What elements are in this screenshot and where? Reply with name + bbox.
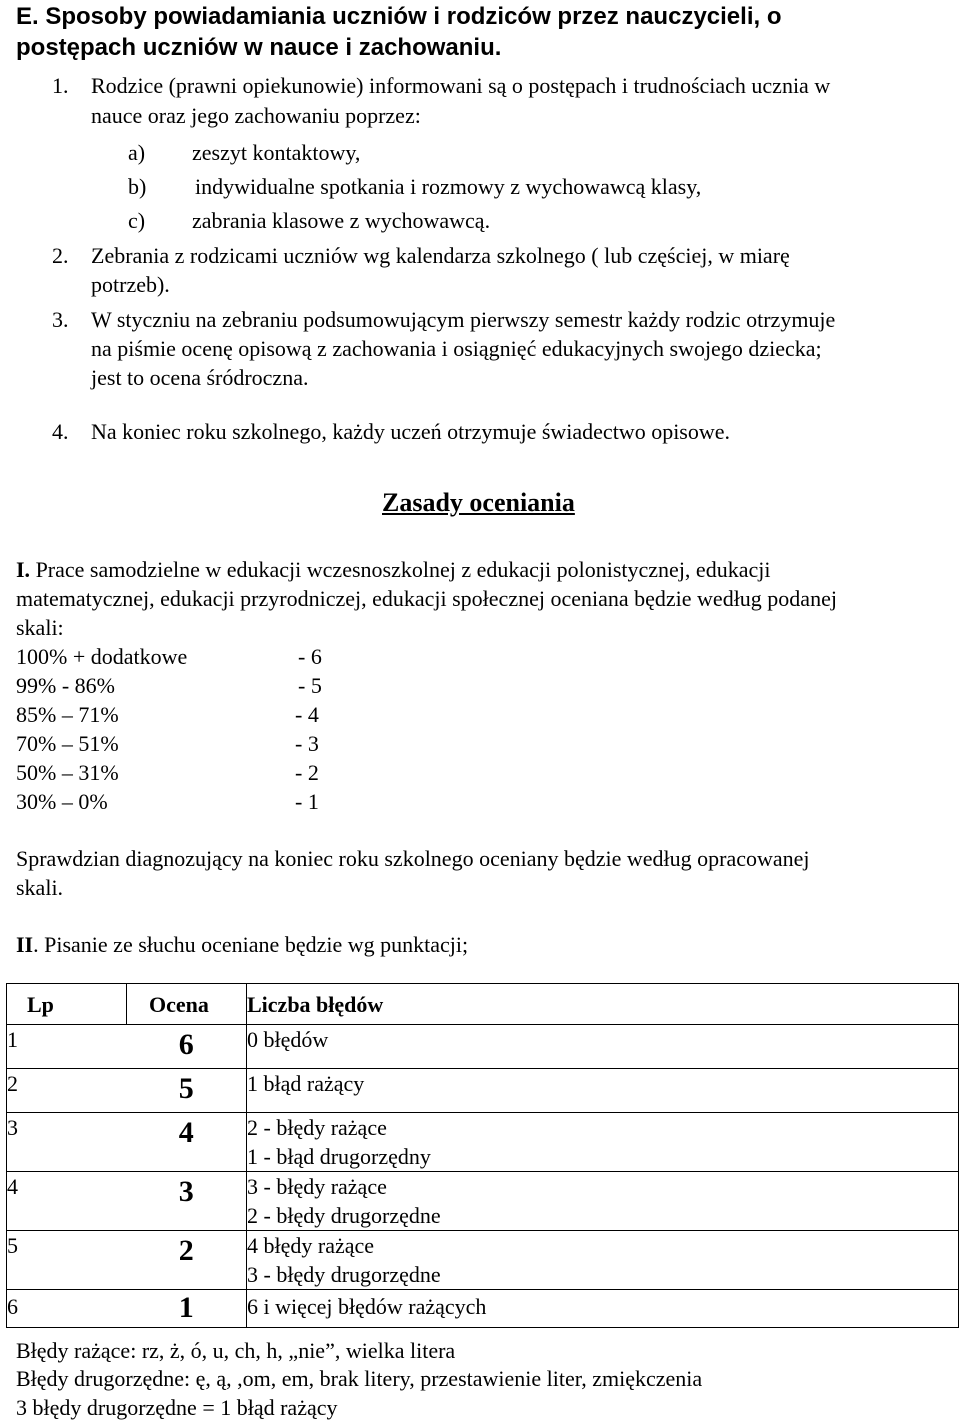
row-errors	[247, 1069, 959, 1113]
row-errors-line-1: 0 błędów	[247, 1027, 329, 1052]
scale-grade-3: - 4	[295, 702, 319, 727]
row-grade: 2	[127, 1231, 247, 1290]
scale-grade-2: - 5	[298, 673, 322, 698]
row-errors-line-1: 1 błąd rażący	[247, 1071, 365, 1096]
sub-item-b-label: b)	[128, 174, 147, 199]
part-1-numeral: I.	[16, 557, 31, 582]
row-errors-line-1: 2 - błędy rażące	[247, 1115, 387, 1140]
row-grade: 5	[127, 1069, 247, 1113]
row-errors-line-2: 2 - błędy drugorzędne	[247, 1203, 441, 1228]
table-header-row	[7, 984, 959, 1025]
item-2-line-2: potrzeb).	[91, 272, 170, 297]
note-conversion: 3 błędy drugorzędne = 1 błąd rażący	[16, 1395, 338, 1420]
item-1-line-2: nauce oraz jego zachowaniu poprzez:	[91, 103, 421, 128]
scale-grade-1: - 6	[298, 644, 322, 669]
part-2-numeral: II	[16, 932, 34, 957]
table-row	[7, 1113, 959, 1172]
item-3-line-2: na piśmie ocenę opisową z zachowania i osiągnięć edukacyjnych swojego dziecka;	[91, 336, 822, 361]
row-grade: 6	[127, 1025, 247, 1069]
diagnostic-line-2: skali.	[16, 875, 64, 900]
scale-range-6: 30% – 0%	[16, 789, 108, 814]
rules-title: Zasady oceniania	[382, 488, 575, 517]
row-errors-line-1: 3 - błędy rażące	[247, 1174, 387, 1199]
part-1-line-2: matematycznej, edukacji przyrodniczej, edukacji społecznej oceniana będzie według podanej	[16, 586, 837, 611]
table-row	[7, 1290, 959, 1328]
row-grade: 3	[127, 1172, 247, 1231]
item-4-line-1: Na koniec roku szkolnego, każdy uczeń otrzymuje świadectwo opisowe.	[91, 419, 731, 444]
sub-item-c-label: c)	[128, 208, 146, 233]
header-lp: Lp	[7, 984, 127, 1025]
note-minor-errors: Błędy drugorzędne: ę, ą, ,om, em, brak litery, przestawienie liter, zmiękczenia	[16, 1366, 703, 1391]
part-2-text: . Pisanie ze słuchu oceniane będzie wg punktacji;	[33, 932, 469, 957]
scale-range-3: 85% – 71%	[16, 702, 119, 727]
sub-item-a-label: a)	[128, 140, 146, 165]
row-errors-line-2: 3 - błędy drugorzędne	[247, 1262, 441, 1287]
row-errors	[247, 1172, 959, 1231]
part-1-line-1	[16, 555, 770, 584]
scale-grade-6: - 1	[295, 789, 319, 814]
scale-grade-5: - 2	[295, 760, 319, 785]
note-gross-errors: Błędy rażące: rz, ż, ó, u, ch, h, „nie”, wielka litera	[16, 1338, 456, 1363]
part-2-line	[16, 930, 468, 959]
row-grade: 1	[127, 1290, 247, 1328]
dictation-grading-table	[6, 983, 959, 1328]
sub-item-c-text: zabrania klasowe z wychowawcą.	[192, 208, 491, 233]
part-1-line-3: skali:	[16, 615, 64, 640]
row-lp: 3	[7, 1113, 127, 1172]
header-errors: Liczba błędów	[247, 984, 959, 1025]
section-heading-line-1: E. Sposoby powiadamiania uczniów i rodziców przez nauczycieli, o	[16, 3, 782, 30]
item-4-number: 4.	[52, 419, 69, 444]
sub-item-b-text: indywidualne spotkania i rozmowy z wychowawcą klasy,	[195, 174, 702, 199]
row-errors-line-2: 1 - błąd drugorzędny	[247, 1144, 431, 1169]
part-1-line-1-text: Prace samodzielne w edukacji wczesnoszkolnej z edukacji polonistycznej, edukacji	[30, 557, 771, 582]
row-lp: 1	[7, 1025, 127, 1069]
table-row	[7, 1231, 959, 1290]
table-row	[7, 1025, 959, 1069]
item-2-number: 2.	[52, 243, 69, 268]
sub-item-a-text: zeszyt kontaktowy,	[192, 140, 361, 165]
item-3-number: 3.	[52, 307, 69, 332]
row-lp: 6	[7, 1290, 127, 1328]
scale-grade-4: - 3	[295, 731, 319, 756]
header-ocena: Ocena	[127, 984, 247, 1025]
table-row	[7, 1172, 959, 1231]
item-1-line-1: Rodzice (prawni opiekunowie) informowani są o postępach i trudnościach ucznia w	[91, 73, 831, 98]
item-3-line-3: jest to ocena śródroczna.	[91, 365, 309, 390]
row-errors-line-1: 6 i więcej błędów rażących	[247, 1294, 487, 1319]
row-errors-line-1: 4 błędy rażące	[247, 1233, 375, 1258]
item-3-line-1: W styczniu na zebraniu podsumowującym pierwszy semestr każdy rodzic otrzymuje	[91, 307, 836, 332]
row-errors	[247, 1025, 959, 1069]
scale-range-5: 50% – 31%	[16, 760, 119, 785]
scale-range-1: 100% + dodatkowe	[16, 644, 188, 669]
item-1-number: 1.	[52, 73, 69, 98]
scale-range-2: 99% - 86%	[16, 673, 115, 698]
row-lp: 2	[7, 1069, 127, 1113]
diagnostic-line-1: Sprawdzian diagnozujący na koniec roku szkolnego oceniany będzie według opracowanej	[16, 846, 810, 871]
row-grade: 4	[127, 1113, 247, 1172]
row-errors	[247, 1113, 959, 1172]
row-lp: 5	[7, 1231, 127, 1290]
scale-range-4: 70% – 51%	[16, 731, 119, 756]
section-heading-line-2: postępach uczniów w nauce i zachowaniu.	[16, 34, 502, 61]
row-lp: 4	[7, 1172, 127, 1231]
table-row	[7, 1069, 959, 1113]
row-errors	[247, 1290, 959, 1328]
item-2-line-1: Zebrania z rodzicami uczniów wg kalendarza szkolnego ( lub częściej, w miarę	[91, 243, 790, 268]
row-errors	[247, 1231, 959, 1290]
